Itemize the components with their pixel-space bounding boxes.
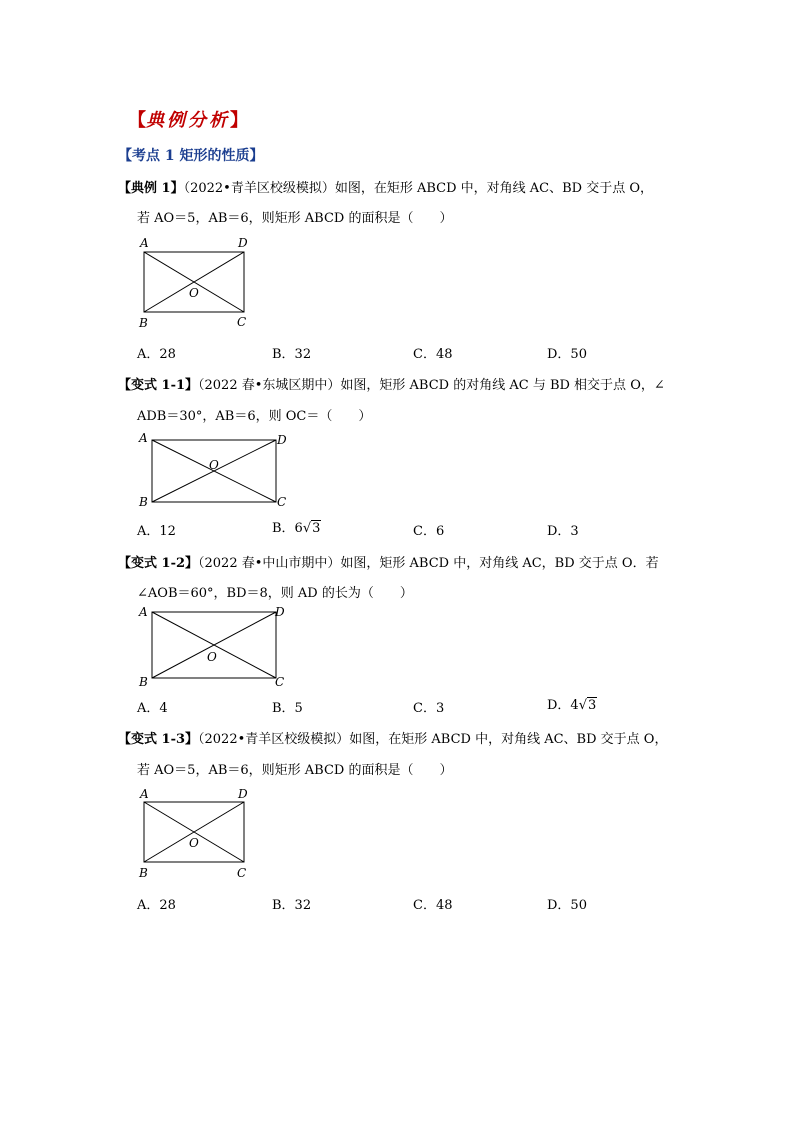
question-1-option-c: C．48 xyxy=(413,347,453,362)
question-1-option-d: D．50 xyxy=(547,347,587,362)
question-2-line2: ADB＝30°，AB＝6，则 OC＝（ ） xyxy=(137,409,372,424)
question-3-option-a: A．4 xyxy=(137,701,168,716)
section-banner xyxy=(128,106,248,132)
sqrt-radicand: 3 xyxy=(588,698,597,713)
question-2-text1: （2022 春•东城区期中）如图，矩形 ABCD 的对角线 AC 与 BD 相交于点 O，∠ xyxy=(198,378,665,393)
section-heading: 【考点 1 矩形的性质】 xyxy=(118,148,264,164)
question-4-tag: 【变式 1-3】 xyxy=(118,732,199,747)
label-d: D xyxy=(238,787,248,801)
label-c: C xyxy=(275,675,285,689)
label-b: B xyxy=(139,316,148,330)
label-o: O xyxy=(189,836,199,850)
question-2-tag: 【变式 1-1】 xyxy=(118,378,199,393)
label-c: C xyxy=(237,866,247,880)
question-3-option-d xyxy=(547,694,597,713)
question-2-option-a: A．12 xyxy=(137,524,176,539)
question-4-option-b: B．32 xyxy=(272,898,312,913)
question-3-option-c: C．3 xyxy=(413,701,445,716)
label-a: A xyxy=(139,431,148,445)
question-1-figure xyxy=(134,234,259,334)
label-a: A xyxy=(140,787,149,801)
sqrt-icon: √ xyxy=(302,521,312,536)
label-c: C xyxy=(277,495,287,509)
question-1-tag: 【典例 1】 xyxy=(118,181,184,196)
question-2-line1 xyxy=(118,374,665,393)
question-1-line1 xyxy=(118,177,653,196)
label-a: A xyxy=(139,605,148,619)
question-3-option-b: B．5 xyxy=(272,701,303,716)
question-2-option-c: C．6 xyxy=(413,524,445,539)
question-3-text1: （2022 春•中山市期中）如图，矩形 ABCD 中，对角线 AC，BD 交于点 O．若 xyxy=(198,556,659,571)
question-4-line1 xyxy=(118,728,667,747)
question-2-option-d: D．3 xyxy=(547,524,579,539)
question-3-line2: ∠AOB＝60°，BD＝8，则 AD 的长为（ ） xyxy=(137,586,413,601)
question-2-figure xyxy=(134,428,294,512)
banner-open: 【 xyxy=(128,110,146,131)
question-4-figure xyxy=(134,784,259,884)
question-4-option-d: D．50 xyxy=(547,898,587,913)
sqrt-radicand: 3 xyxy=(312,521,321,536)
label-o: O xyxy=(209,458,219,472)
question-4-option-a: A．28 xyxy=(137,898,176,913)
label-b: B xyxy=(139,495,148,509)
sqrt-coef: B．6 xyxy=(272,521,303,536)
sqrt-icon: √ xyxy=(578,698,587,713)
label-b: B xyxy=(139,866,148,880)
label-d: D xyxy=(238,236,248,250)
question-3-figure xyxy=(134,602,294,690)
question-3-line1 xyxy=(118,552,659,571)
label-c: C xyxy=(237,315,247,329)
label-b: B xyxy=(139,675,148,689)
question-1-option-b: B．32 xyxy=(272,347,312,362)
sqrt-coef: D．4 xyxy=(547,698,579,713)
question-1-option-a: A．28 xyxy=(137,347,176,362)
question-4-text1: （2022•青羊区校级模拟）如图，在矩形 ABCD 中，对角线 AC、BD 交于点 O， xyxy=(198,732,668,747)
label-o: O xyxy=(207,650,217,664)
banner-text: 典例分析 xyxy=(146,110,230,131)
label-o: O xyxy=(189,286,199,300)
label-a: A xyxy=(140,236,149,250)
question-4-line2: 若 AO＝5，AB＝6，则矩形 ABCD 的面积是（ ） xyxy=(137,763,453,778)
label-d: D xyxy=(275,605,285,619)
question-4-option-c: C．48 xyxy=(413,898,453,913)
label-d: D xyxy=(277,433,287,447)
question-1-text1: （2022•青羊区校级模拟）如图，在矩形 ABCD 中，对角线 AC、BD 交于点 O， xyxy=(183,181,654,196)
question-1-line2: 若 AO＝5，AB＝6，则矩形 ABCD 的面积是（ ） xyxy=(137,211,453,226)
banner-close: 】 xyxy=(230,110,248,131)
question-2-option-b xyxy=(272,517,321,536)
question-3-tag: 【变式 1-2】 xyxy=(118,556,199,571)
